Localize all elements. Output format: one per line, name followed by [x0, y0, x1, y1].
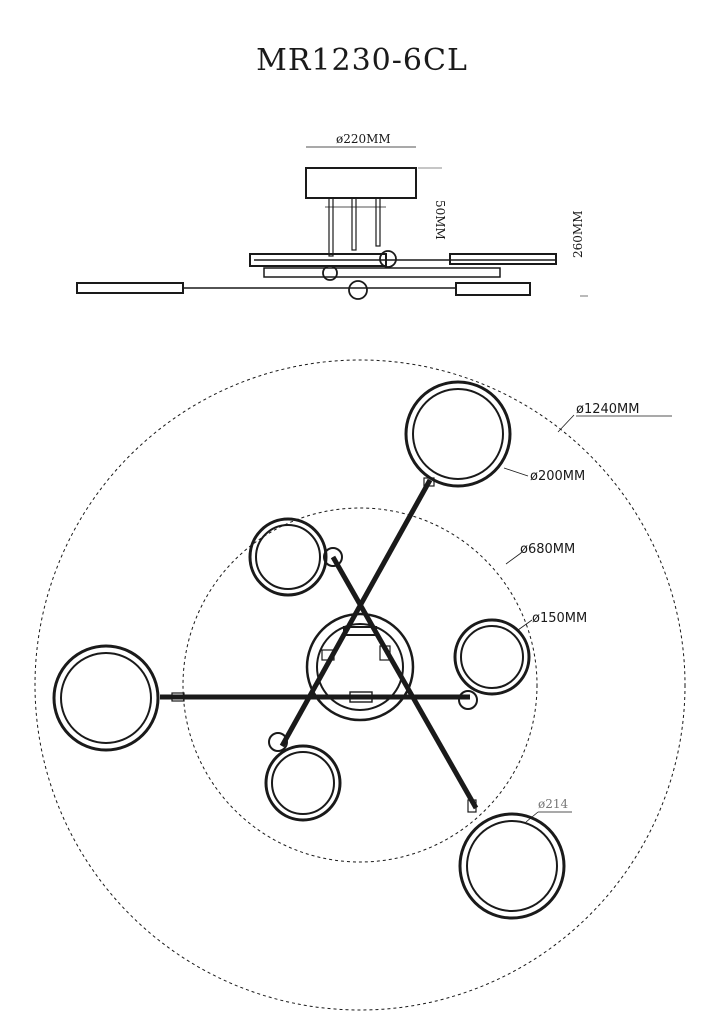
- canopy: [306, 168, 416, 198]
- outer-diameter-circle: [35, 360, 685, 1010]
- top-view: [35, 360, 685, 1010]
- lower-left-ring-side: [77, 283, 183, 293]
- ring-small-lower-left: [266, 746, 340, 820]
- side-width-label: ø220MM: [336, 132, 391, 146]
- lower-right-ring-side: [456, 283, 530, 295]
- stems: [325, 198, 386, 256]
- ring-note-label: ø214: [538, 797, 569, 811]
- side-view: [77, 132, 588, 299]
- canopy-height-label: 50MM: [433, 200, 447, 240]
- model-title: MR1230-6CL: [256, 43, 468, 78]
- ring-small-upper-left: [250, 519, 326, 595]
- upper-ring-side: [450, 254, 556, 264]
- inner-diameter-circle: [183, 508, 537, 862]
- ring-left: [54, 646, 158, 750]
- ring-top-right: [406, 382, 510, 486]
- connector-ball: [459, 691, 477, 709]
- ring-small-right: [455, 620, 529, 694]
- small-ring-diameter-label: ø150MM: [532, 611, 588, 626]
- large-ring-diameter-label: ø200MM: [530, 469, 586, 484]
- inner-circle-diameter-label: ø680MM: [520, 542, 576, 557]
- arms: [160, 480, 476, 808]
- ring-bottom-right: [460, 814, 564, 918]
- outer-diameter-label: ø1240MM: [576, 402, 640, 417]
- total-height-label: 260MM: [571, 210, 585, 258]
